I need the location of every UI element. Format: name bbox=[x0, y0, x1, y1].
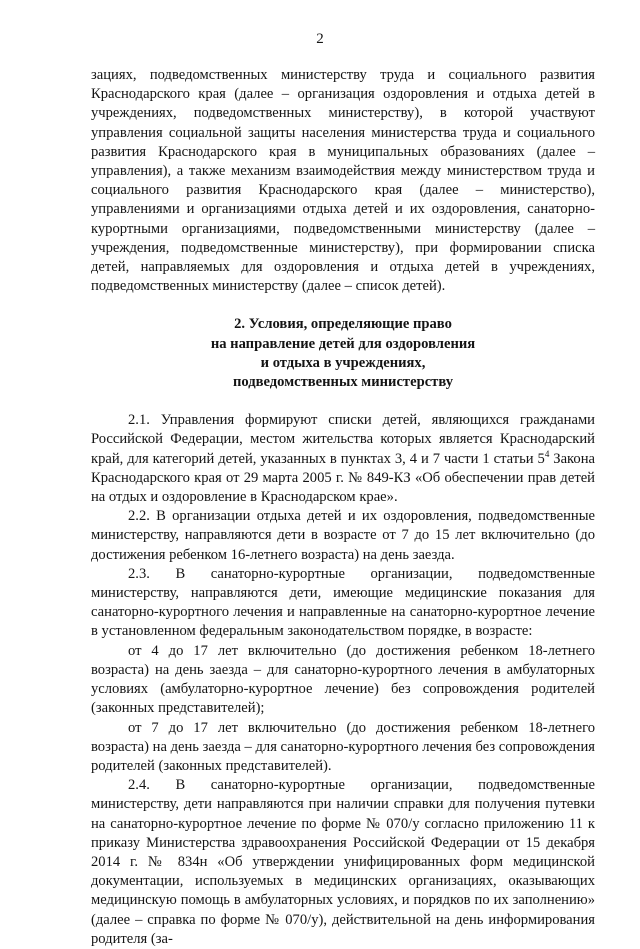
paragraph-2-3: 2.3. В санаторно-курортные организации, подведомственные министерству, направляются дети, имеющие медицинские показания для санаторно-курортного лечения и направленные на санаторно-курортное лечение в установленном федеральным законодательством порядке, в возрасте: bbox=[91, 565, 595, 640]
superscript: 4 bbox=[544, 448, 550, 459]
paragraph-2-1 bbox=[91, 411, 595, 507]
paragraph-2-2: 2.2. В организации отдыха детей и их оздоровления, подведомственные министерству, направляются дети в возрасте от 7 до 15 лет включительно (до достижения ребенком 16-летнего возраста) на день заезда. bbox=[91, 508, 595, 563]
section-heading bbox=[91, 315, 595, 392]
page-number: 2 bbox=[316, 31, 324, 47]
section-heading-line: на направление детей для оздоровления bbox=[210, 335, 476, 352]
intro-paragraph: зациях, подведомственных министерству труда и социального развития Краснодарского края (далее – организация оздоровления и отдыха детей в учреждениях, подведомственных министерству), в которой участвуют управления социальной защиты населения министерства труда и социального развития Краснодарского края в муниципальных образованиях (далее – управления), а также механизм взаимодействия между министерством труда и социального развития Краснодарского края (далее – министерство), управлениями и организациями отдыха детей и их оздоровления, санаторно-курортными организациями, подведомственными министерству (далее – учреждения, подведомственные министерству), при формировании списка детей, направляемых для оздоровления и отдыха детей в учреждениях, подведомственных министерству (далее – список детей). bbox=[91, 67, 595, 295]
document-body bbox=[91, 66, 595, 949]
section-heading-line: подведомственных министерству bbox=[232, 374, 454, 391]
paragraph-2-1-text-end: Закона Краснодарского края от 29 марта 2005 г. № 849-КЗ «Об обеспечении прав детей на отдых и оздоровление в Краснодарском крае». bbox=[91, 450, 595, 506]
paragraph-2-3-item-a: от 4 до 17 лет включительно (до достижения ребенком 18-летнего возраста) на день заезда – для санаторно-курортного лечения в амбулаторных условиях (амбулаторно-курортное лечение) без сопровождения родителей (законных представителей); bbox=[91, 642, 595, 717]
section-heading-line: и отдыха в учреждениях, bbox=[260, 354, 426, 371]
paragraph-2-3-item-b: от 7 до 17 лет включительно (до достижения ребенком 18-летнего возраста) на день заезда – для санаторно-курортного лечения без сопровождения родителей (законных представителей). bbox=[91, 719, 595, 774]
paragraph-2-4: 2.4. В санаторно-курортные организации, подведомственные министерству, дети направляются при наличии справки для получения путевки на санаторно-курортное лечение по форме № 070/у согласно приложению 11 к приказу Министерства здравоохранения Российской Федерации от 15 декабря 2014 г. № 834н «Об утверждении унифицированных форм медицинской документации, используемых в медицинских организациях, оказывающих медицинскую помощь в амбулаторных условиях, и порядков по их заполнению» (далее – справка по форме № 070/у), действительной на день информирования родителя (за- bbox=[91, 777, 595, 947]
paragraph-2-1-text: 2.1. Управления формируют списки детей, являющихся гражданами Российской Федерации, местом жительства которых является Краснодарский край, для категорий детей, указанных в пунктах 3, 4 и 7 части 1 статьи 5 bbox=[91, 412, 595, 467]
section-heading-line: 2. Условия, определяющие право bbox=[234, 316, 452, 333]
